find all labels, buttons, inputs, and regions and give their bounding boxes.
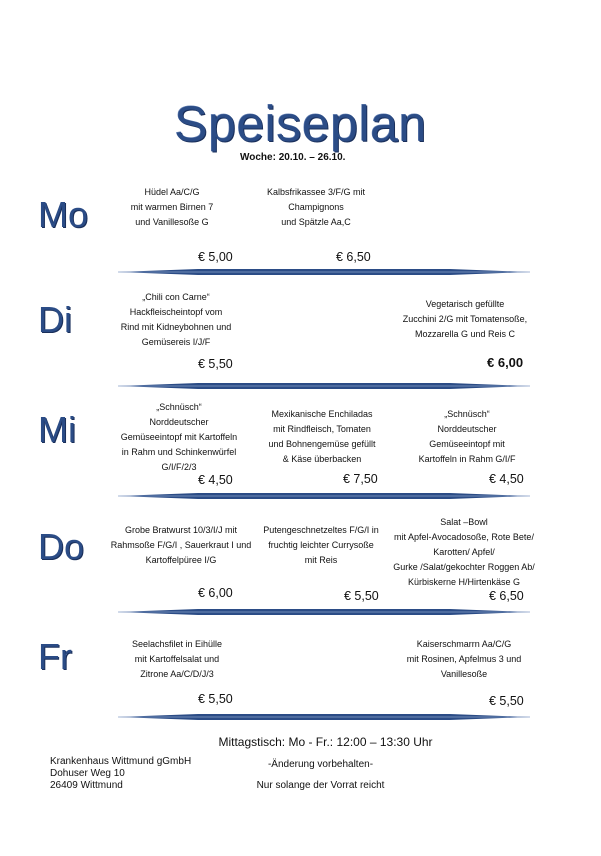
dish-price: € 5,50 — [198, 357, 233, 371]
day-label-do: Do — [38, 526, 85, 567]
section-divider — [118, 608, 530, 616]
dish-text: Grobe Bratwurst 10/3/I/J mit Rahmsoße F/G/I , Sauerkraut I und Kartoffelpüree I/G — [110, 525, 252, 565]
dish-text: Salat –Bowl mit Apfel-Avocadosoße, Rote Bete/ Karotten/ Apfel/ Gurke /Salat/gekochter Roggen Ab/ Kürbiskerne H/Hirtenkäse G — [393, 517, 535, 587]
dish-text: Kalbsfrikassee 3/F/G mit Champignons und Spätzle Aa,C — [266, 187, 366, 227]
section-divider — [118, 713, 530, 721]
stock-notice: Nur solange der Vorrat reicht — [256, 780, 385, 791]
dish-price: € 6,50 — [336, 250, 371, 264]
dish-price: € 4,50 — [198, 473, 233, 487]
dish-price: € 6,00 — [487, 355, 524, 370]
dish-text: „Schnüsch“ Norddeutscher Gemüseeintopf mit Kartoffeln in Rahm und Schinkenwürfel G/I/F/2/3 — [120, 402, 238, 472]
day-label-fr: Fr — [38, 636, 72, 677]
week-range: Woche: 20.10. – 26.10. — [240, 152, 346, 163]
dish-text: „Schnüsch“ Norddeutscher Gemüseeintopf mit Kartoffeln in Rahm G/I/F — [418, 409, 516, 464]
dish-text: Putengeschnetzeltes F/G/I in fruchtig leichter Currysoße mit Reis — [263, 525, 379, 565]
dish-text: „Chili con Carne“ Hackfleischeintopf vom Rind mit Kidneybohnen und Gemüsereis I/J/F — [120, 292, 232, 347]
dish-price: € 6,00 — [198, 586, 233, 600]
dish-price: € 4,50 — [489, 472, 524, 486]
day-label-mi: Mi — [38, 409, 76, 450]
postal-city: 26409 Wittmund — [50, 780, 123, 791]
dish-price: € 5,50 — [489, 694, 524, 708]
dish-text: Hüdel Aa/C/G mit warmen Birnen 7 und Vanillesoße G — [130, 187, 214, 227]
dish-price: € 6,50 — [489, 589, 524, 603]
dish-price: € 5,50 — [198, 692, 233, 706]
day-label-di: Di — [38, 299, 72, 340]
company-name: Krankenhaus Wittmund gGmbH — [50, 756, 192, 767]
change-notice: -Änderung vorbehalten- — [267, 759, 374, 770]
dish-price: € 7,50 — [343, 472, 378, 486]
day-label-mo: Mo — [38, 194, 89, 235]
dish-text: Vegetarisch gefüllte Zucchini 2/G mit Tomatensoße, Mozzarella G und Reis C — [402, 299, 528, 339]
section-divider — [118, 382, 530, 390]
dish-price: € 5,00 — [198, 250, 233, 264]
dish-text: Seelachsfilet in Eihülle mit Kartoffelsalat und Zitrone Aa/C/D/J/3 — [131, 639, 223, 679]
section-divider — [118, 268, 530, 276]
street-address: Dohuser Weg 10 — [50, 768, 125, 779]
dish-text: Kaiserschmarrn Aa/C/G mit Rosinen, Apfelmus 3 und Vanillesoße — [406, 639, 522, 679]
section-divider — [118, 492, 530, 500]
dish-price: € 5,50 — [344, 589, 379, 603]
dish-text: Mexikanische Enchiladas mit Rindfleisch, Tomaten und Bohnengemüse gefüllt & Käse überbacken — [268, 409, 376, 464]
page-title: Speiseplan — [174, 96, 427, 152]
opening-hours: Mittagstisch: Mo - Fr.: 12:00 – 13:30 Uhr — [218, 735, 433, 749]
